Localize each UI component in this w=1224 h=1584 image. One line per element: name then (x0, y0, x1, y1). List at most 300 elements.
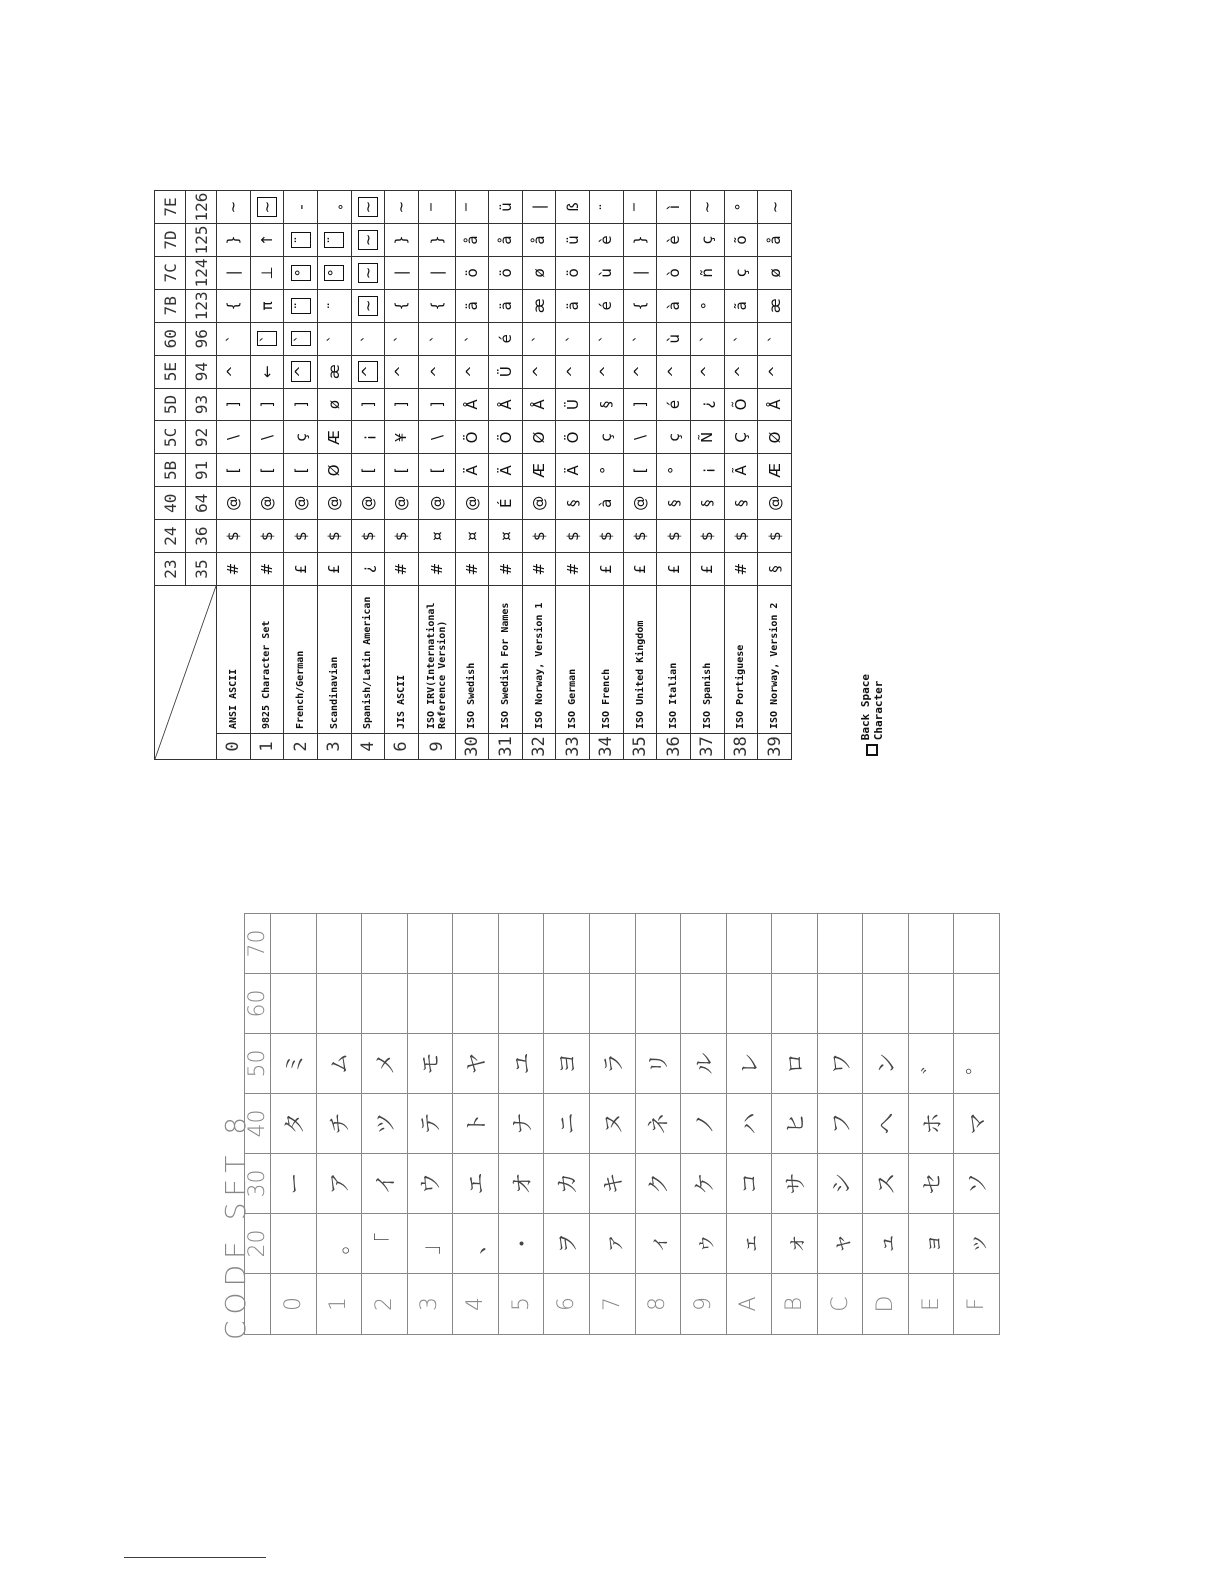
katakana-cell (589, 974, 635, 1034)
katakana-cell: ヘ (863, 1094, 909, 1154)
glyph-cell: ` (690, 322, 724, 355)
katakana-cell: レ (726, 1034, 772, 1094)
glyph-cell: Õ (724, 388, 758, 421)
katakana-cell (544, 974, 590, 1034)
glyph-cell: É (489, 487, 523, 520)
glyph-cell: { (217, 289, 251, 322)
glyph-cell: [ (623, 454, 657, 487)
katakana-cell: ト (453, 1094, 499, 1154)
table-row (217, 191, 251, 760)
glyph-cell: $ (623, 520, 657, 553)
glyph-cell: § (724, 487, 758, 520)
dec-header-cell: 96 (186, 322, 217, 355)
table-row (316, 914, 362, 1335)
glyph-cell: ^ (724, 355, 758, 388)
selector-value: 38 (724, 734, 758, 760)
glyph-cell: $ (690, 520, 724, 553)
katakana-cell: ハ (726, 1094, 772, 1154)
katakana-cell (908, 914, 954, 974)
character-set-name: JIS ASCII (385, 586, 419, 734)
glyph-cell: ` (556, 322, 590, 355)
code-set-row-header: 2 (362, 1274, 408, 1335)
glyph-cell: å (522, 224, 556, 257)
glyph-cell: £ (657, 553, 691, 586)
katakana-cell: ァ (589, 1214, 635, 1274)
selector-value: 9 (418, 734, 455, 760)
glyph-cell: ↑ (250, 224, 284, 257)
glyph-cell: | (522, 191, 556, 224)
glyph-cell (317, 256, 351, 289)
glyph-cell: ] (351, 388, 385, 421)
glyph-cell (351, 224, 385, 257)
code-set-col-header: 50 (245, 1034, 271, 1094)
table-row (455, 191, 489, 760)
code-set-header-row (245, 914, 271, 1335)
back-space-legend-label: Back Space Character (859, 674, 885, 741)
katakana-cell: ョ (908, 1214, 954, 1274)
glyph-cell: ¡ (351, 421, 385, 454)
dec-header-cell: 35 (186, 553, 217, 586)
glyph-cell: Å (455, 388, 489, 421)
table-row (589, 914, 635, 1335)
back-space-glyph: ` (291, 331, 311, 347)
katakana-cell: セ (908, 1154, 954, 1214)
glyph-cell: ` (351, 322, 385, 355)
glyph-cell: ç (690, 224, 724, 257)
glyph-cell: @ (351, 487, 385, 520)
katakana-cell: ス (863, 1154, 909, 1214)
glyph-cell: ù (657, 322, 691, 355)
selector-value: 6 (385, 734, 419, 760)
katakana-cell: ツ (362, 1094, 408, 1154)
glyph-cell: ` (590, 322, 624, 355)
glyph-cell: é (489, 322, 523, 355)
table-row (623, 191, 657, 760)
glyph-cell: Æ (522, 454, 556, 487)
glyph-cell: | (385, 256, 419, 289)
glyph-cell: ç (284, 421, 318, 454)
glyph-cell: à (590, 487, 624, 520)
dec-header-cell: 125 (186, 224, 217, 257)
glyph-cell: @ (623, 487, 657, 520)
table-row (690, 191, 724, 760)
katakana-cell: チ (316, 1094, 362, 1154)
code-set-row-header: 6 (544, 1274, 590, 1335)
back-space-legend (861, 612, 883, 756)
glyph-cell: § (690, 487, 724, 520)
glyph-cell: ç (590, 421, 624, 454)
katakana-cell (772, 914, 818, 974)
glyph-cell: ü (489, 191, 523, 224)
character-set-name: 9825 Character Set (250, 586, 284, 734)
table-corner (155, 586, 217, 760)
glyph-cell: ¥ (385, 421, 419, 454)
katakana-cell (635, 974, 681, 1034)
glyph-cell: @ (317, 487, 351, 520)
glyph-cell: ~ (690, 191, 724, 224)
glyph-cell (351, 289, 385, 322)
glyph-cell: ` (724, 322, 758, 355)
katakana-cell: シ (817, 1154, 863, 1214)
glyph-cell: Ø (758, 421, 792, 454)
dec-header-cell: 94 (186, 355, 217, 388)
glyph-cell: ¤ (455, 520, 489, 553)
glyph-cell: $ (351, 520, 385, 553)
glyph-cell: ¤ (489, 520, 523, 553)
katakana-cell (817, 974, 863, 1034)
glyph-cell: $ (250, 520, 284, 553)
glyph-cell: { (385, 289, 419, 322)
glyph-cell: | (623, 256, 657, 289)
katakana-cell: モ (407, 1034, 453, 1094)
katakana-cell: ゜ (954, 1034, 1000, 1094)
katakana-cell (863, 914, 909, 974)
character-set-name: French/German (284, 586, 318, 734)
glyph-cell: Ü (489, 355, 523, 388)
hex-header-cell: 7D (155, 224, 186, 257)
glyph-cell: ß (556, 191, 590, 224)
katakana-cell (954, 974, 1000, 1034)
glyph-cell: ~ (217, 191, 251, 224)
dec-header-cell: 92 (186, 421, 217, 454)
glyph-cell: ò (657, 256, 691, 289)
table-row (284, 191, 318, 760)
selector-value: 3 (317, 734, 351, 760)
katakana-cell: リ (635, 1034, 681, 1094)
glyph-cell: Å (489, 388, 523, 421)
hex-header-cell: 23 (155, 553, 186, 586)
character-set-name: Spanish/Latin American (351, 586, 385, 734)
katakana-cell: ゛ (908, 1034, 954, 1094)
katakana-cell (498, 974, 544, 1034)
selector-value: 1 (250, 734, 284, 760)
character-set-name: ISO Swedish For Names (489, 586, 523, 734)
character-set-name: ISO United Kingdom (623, 586, 657, 734)
dec-header-cell: 123 (186, 289, 217, 322)
katakana-cell (544, 914, 590, 974)
glyph-cell: ù (590, 256, 624, 289)
katakana-cell: ナ (498, 1094, 544, 1154)
glyph-cell: ä (556, 289, 590, 322)
glyph-cell: £ (690, 553, 724, 586)
selector-value: 36 (657, 734, 691, 760)
glyph-cell: \ (418, 421, 455, 454)
glyph-cell: ‾ (418, 191, 455, 224)
glyph-cell: ] (284, 388, 318, 421)
glyph-cell: \ (217, 421, 251, 454)
katakana-cell: 、 (453, 1214, 499, 1274)
glyph-cell: æ (758, 289, 792, 322)
glyph-cell: ] (418, 388, 455, 421)
glyph-cell: ` (522, 322, 556, 355)
katakana-cell: ロ (772, 1034, 818, 1094)
katakana-cell (271, 1214, 317, 1274)
katakana-cell: ー (271, 1154, 317, 1214)
glyph-cell (250, 322, 284, 355)
katakana-cell (453, 914, 499, 974)
glyph-cell: @ (250, 487, 284, 520)
back-space-glyph: ~ (358, 296, 378, 317)
selector-value: 37 (690, 734, 724, 760)
katakana-cell (498, 914, 544, 974)
glyph-cell: ^ (385, 355, 419, 388)
glyph-cell (351, 191, 385, 224)
katakana-cell: タ (271, 1094, 317, 1154)
glyph-cell (351, 355, 385, 388)
glyph-cell: é (590, 289, 624, 322)
code-set-col-header: 60 (245, 974, 271, 1034)
katakana-cell: ユ (498, 1034, 544, 1094)
hex-header-cell: 40 (155, 487, 186, 520)
glyph-cell: Ø (522, 421, 556, 454)
code-set-row-header: 8 (635, 1274, 681, 1335)
glyph-cell: ^ (623, 355, 657, 388)
code-set-row-header: E (908, 1274, 954, 1335)
glyph-cell: $ (284, 520, 318, 553)
glyph-cell: Ö (556, 421, 590, 454)
katakana-cell: ェ (726, 1214, 772, 1274)
katakana-cell: ケ (681, 1154, 727, 1214)
glyph-cell: Ö (489, 421, 523, 454)
code-set-row-header: C (817, 1274, 863, 1335)
character-set-name: ISO French (590, 586, 624, 734)
katakana-cell: ネ (635, 1094, 681, 1154)
katakana-cell (453, 974, 499, 1034)
code-set-row-header: 0 (271, 1274, 317, 1335)
back-space-glyph: ¨ (291, 232, 311, 248)
glyph-cell: ø (522, 256, 556, 289)
back-space-glyph: ° (291, 265, 311, 281)
glyph-cell: ` (317, 322, 351, 355)
hex-header-cell: 7E (155, 191, 186, 224)
code-set-col-header: 40 (245, 1094, 271, 1154)
code-set-row-header: F (954, 1274, 1000, 1335)
character-set-name: ISO Norway, Version 1 (522, 586, 556, 734)
glyph-cell: õ (724, 224, 758, 257)
glyph-cell: # (556, 553, 590, 586)
glyph-cell: ñ (690, 256, 724, 289)
katakana-cell (589, 914, 635, 974)
katakana-cell: テ (407, 1094, 453, 1154)
glyph-cell: ¨ (317, 289, 351, 322)
katakana-cell (362, 974, 408, 1034)
dec-header-cell: 126 (186, 191, 217, 224)
katakana-cell: キ (589, 1154, 635, 1214)
glyph-cell: ^ (690, 355, 724, 388)
glyph-cell: ^ (590, 355, 624, 388)
glyph-cell: ^ (455, 355, 489, 388)
glyph-cell: $ (217, 520, 251, 553)
katakana-cell: 「 (362, 1214, 408, 1274)
glyph-cell (284, 256, 318, 289)
code-set-row-header: 4 (453, 1274, 499, 1335)
glyph-cell: ^ (657, 355, 691, 388)
glyph-cell: ¨ (590, 191, 624, 224)
table-row (908, 914, 954, 1335)
back-space-glyph: ~ (358, 263, 378, 284)
katakana-cell (316, 974, 362, 1034)
glyph-cell: ` (758, 322, 792, 355)
glyph-cell: Ñ (690, 421, 724, 454)
glyph-cell: Æ (758, 454, 792, 487)
katakana-cell (271, 914, 317, 974)
table-row (271, 914, 317, 1335)
glyph-cell: ¡ (690, 454, 724, 487)
character-set-name: ANSI ASCII (217, 586, 251, 734)
back-space-glyph: ~ (358, 197, 378, 218)
glyph-cell: # (522, 553, 556, 586)
hex-header-cell: 24 (155, 520, 186, 553)
code-set-row-header: 1 (316, 1274, 362, 1335)
selector-value: 34 (590, 734, 624, 760)
glyph-cell: ] (217, 388, 251, 421)
back-space-glyph: ~ (257, 197, 277, 218)
glyph-cell: Ç (724, 421, 758, 454)
katakana-cell (362, 914, 408, 974)
glyph-cell: § (556, 487, 590, 520)
glyph-cell: | (418, 256, 455, 289)
glyph-cell: Ä (489, 454, 523, 487)
selector-value: 39 (758, 734, 792, 760)
katakana-cell (908, 974, 954, 1034)
character-set-name: ISO Spanish (690, 586, 724, 734)
back-space-glyph: ¨ (291, 298, 311, 314)
glyph-cell: $ (724, 520, 758, 553)
dec-header-cell: 36 (186, 520, 217, 553)
table-row (453, 914, 499, 1335)
table-row (418, 191, 455, 760)
glyph-cell: $ (657, 520, 691, 553)
glyph-cell: ^ (418, 355, 455, 388)
back-space-box-icon (866, 744, 878, 756)
character-set-table-wrapper (160, 190, 860, 760)
katakana-cell: サ (772, 1154, 818, 1214)
katakana-cell (772, 974, 818, 1034)
table-row (817, 914, 863, 1335)
glyph-cell: $ (590, 520, 624, 553)
selector-value: 31 (489, 734, 523, 760)
selector-value: 2 (284, 734, 318, 760)
glyph-cell: } (217, 224, 251, 257)
table-row (724, 191, 758, 760)
katakana-cell: ャ (817, 1214, 863, 1274)
table-row (351, 191, 385, 760)
character-set-name: Scandinavian (317, 586, 351, 734)
character-set-name: ISO Swedish (455, 586, 489, 734)
katakana-cell (726, 974, 772, 1034)
hex-header-cell: 5D (155, 388, 186, 421)
code-set-row-header: 7 (589, 1274, 635, 1335)
katakana-cell (681, 914, 727, 974)
table-row (758, 191, 792, 760)
character-set-name: ISO Italian (657, 586, 691, 734)
katakana-cell: ミ (271, 1034, 317, 1094)
glyph-cell (317, 224, 351, 257)
glyph-cell: Ø (317, 454, 351, 487)
glyph-cell: § (590, 388, 624, 421)
glyph-cell: Ä (556, 454, 590, 487)
glyph-cell: ^ (556, 355, 590, 388)
katakana-cell: ヒ (772, 1094, 818, 1154)
katakana-cell (316, 914, 362, 974)
table-row (489, 191, 523, 760)
glyph-cell: ^ (522, 355, 556, 388)
katakana-cell: ヤ (453, 1034, 499, 1094)
katakana-cell: ニ (544, 1094, 590, 1154)
code-set-row-header: A (726, 1274, 772, 1335)
katakana-cell: ィ (635, 1214, 681, 1274)
glyph-cell: Ã (724, 454, 758, 487)
katakana-cell (817, 914, 863, 974)
katakana-cell (726, 914, 772, 974)
glyph-cell: ° (690, 289, 724, 322)
back-space-glyph: ° (324, 265, 344, 281)
code-set-title: CODE SET 8 (219, 1110, 252, 1340)
glyph-cell: @ (284, 487, 318, 520)
character-set-table (154, 190, 792, 760)
glyph-cell: ¿ (351, 553, 385, 586)
glyph-cell: # (489, 553, 523, 586)
glyph-cell: ` (623, 322, 657, 355)
selector-value: 0 (217, 734, 251, 760)
code-set-8-table (244, 913, 1000, 1335)
glyph-cell: ° (657, 454, 691, 487)
glyph-cell: ö (489, 256, 523, 289)
glyph-cell: [ (284, 454, 318, 487)
code-set-row-header: D (863, 1274, 909, 1335)
glyph-cell: ‾ (455, 191, 489, 224)
table-row (954, 914, 1000, 1335)
selector-value: 32 (522, 734, 556, 760)
back-space-glyph: ^ (291, 361, 311, 382)
katakana-cell: 」 (407, 1214, 453, 1274)
katakana-cell: ッ (954, 1214, 1000, 1274)
table-row (635, 914, 681, 1335)
back-space-glyph: ~ (358, 230, 378, 251)
glyph-cell: # (418, 553, 455, 586)
glyph-cell: à (657, 289, 691, 322)
glyph-cell: Å (758, 388, 792, 421)
glyph-cell: @ (455, 487, 489, 520)
glyph-cell: [ (351, 454, 385, 487)
glyph-cell: å (455, 224, 489, 257)
glyph-cell (284, 289, 318, 322)
katakana-cell (271, 974, 317, 1034)
katakana-cell (863, 974, 909, 1034)
code-set-8-table-wrapper (244, 913, 1000, 1335)
katakana-cell: カ (544, 1154, 590, 1214)
katakana-cell: メ (362, 1034, 408, 1094)
katakana-cell: ・ (498, 1214, 544, 1274)
glyph-cell: æ (522, 289, 556, 322)
katakana-cell: ク (635, 1154, 681, 1214)
glyph-cell: ] (385, 388, 419, 421)
selector-value: 4 (351, 734, 385, 760)
glyph-cell: [ (418, 454, 455, 487)
katakana-cell: ュ (863, 1214, 909, 1274)
glyph-cell: [ (250, 454, 284, 487)
glyph-cell (250, 191, 284, 224)
glyph-cell: # (250, 553, 284, 586)
selector-value: 30 (455, 734, 489, 760)
katakana-cell: ォ (772, 1214, 818, 1274)
glyph-cell: é (657, 388, 691, 421)
glyph-cell (284, 224, 318, 257)
glyph-cell: $ (317, 520, 351, 553)
glyph-cell: $ (522, 520, 556, 553)
hex-header-cell: 5B (155, 454, 186, 487)
hex-header-cell: 60 (155, 322, 186, 355)
